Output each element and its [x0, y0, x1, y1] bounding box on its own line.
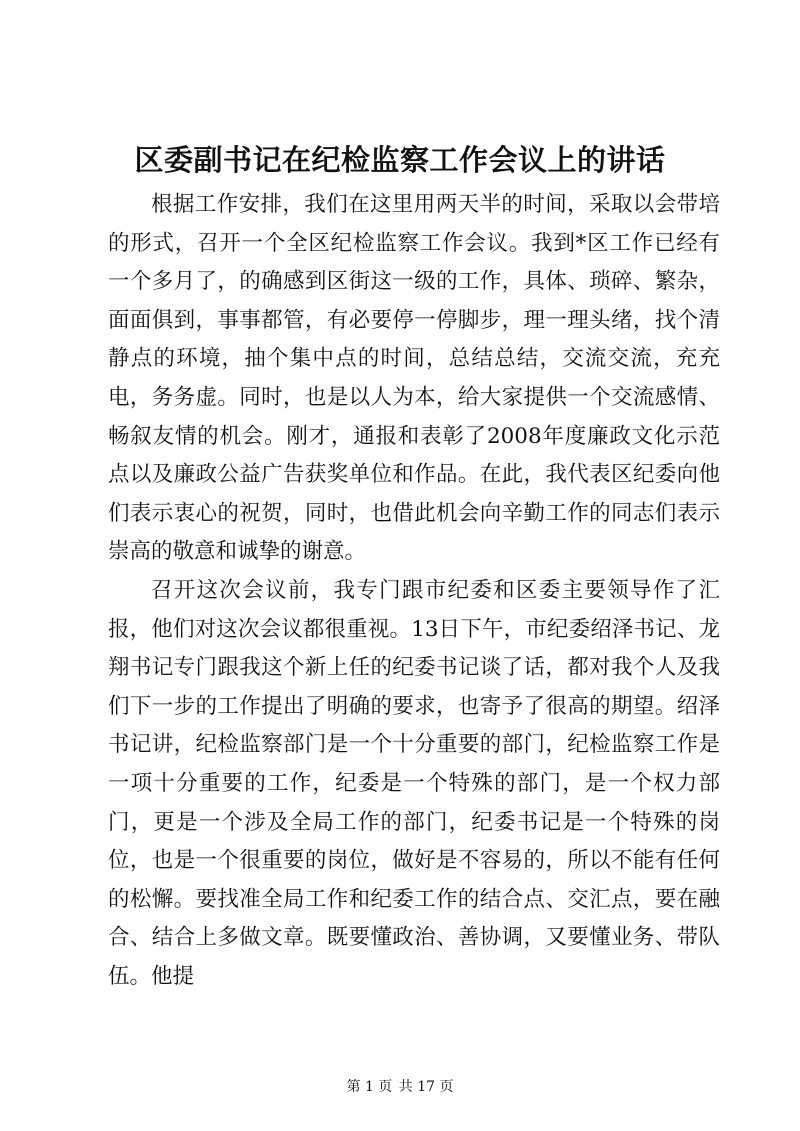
body-paragraph-1: 根据工作安排，我们在这里用两天半的时间，采取以会带培的形式，召开一个全区纪检监察工作会议。我到*区工作已经有一个多月了，的确感到区街这一级的工作，具体、琐碎、繁杂，面面俱到，事事都管，有必要停一停脚步，理一理头绪，找个清静点的环境，抽个集中点的时间，总结总结，交流交流，充充电，务务虚。同时，也是以人为本，给大家提供一个交流感情、畅叙友情的机会。刚才，通报和表彰了2008年度廉政文化示范点以及廉政公益广告获奖单位和作品。在此，我代表区纪委向他们表示衷心的祝贺，同时，也借此机会向辛勤工作的同志们表示崇高的敬意和诚挚的谢意。 [108, 192, 720, 565]
document-title: 区委副书记在纪检监察工作会议上的讲话 [134, 143, 666, 177]
page-total: 共 17 页 [398, 1079, 454, 1095]
page-footer [0, 1077, 800, 1097]
document-body [108, 186, 720, 996]
body-paragraph-2: 召开这次会议前，我专门跟市纪委和区委主要领导作了汇报，他们对这次会议都很重视。13日下午，市纪委绍泽书记、龙翔书记专门跟我这个新上任的纪委书记谈了话，都对我个人及我们下一步的工作提出了明确的要求，也寄予了很高的期望。绍泽书记讲，纪检监察部门是一个十分重要的部门，纪检监察工作是一项十分重要的工作，纪委是一个特殊的部门，是一个权力部门，更是一个涉及全局工作的部门，纪委书记是一个特殊的岗位，也是一个很重要的岗位，做好是不容易的，所以不能有任何的松懈。要找准全局工作和纪委工作的结合点、交汇点，要在融合、结合上多做文章。既要懂政治、善协调，又要懂业务、带队伍。他提 [108, 577, 720, 989]
page-number: 第 1 页 [346, 1079, 393, 1095]
